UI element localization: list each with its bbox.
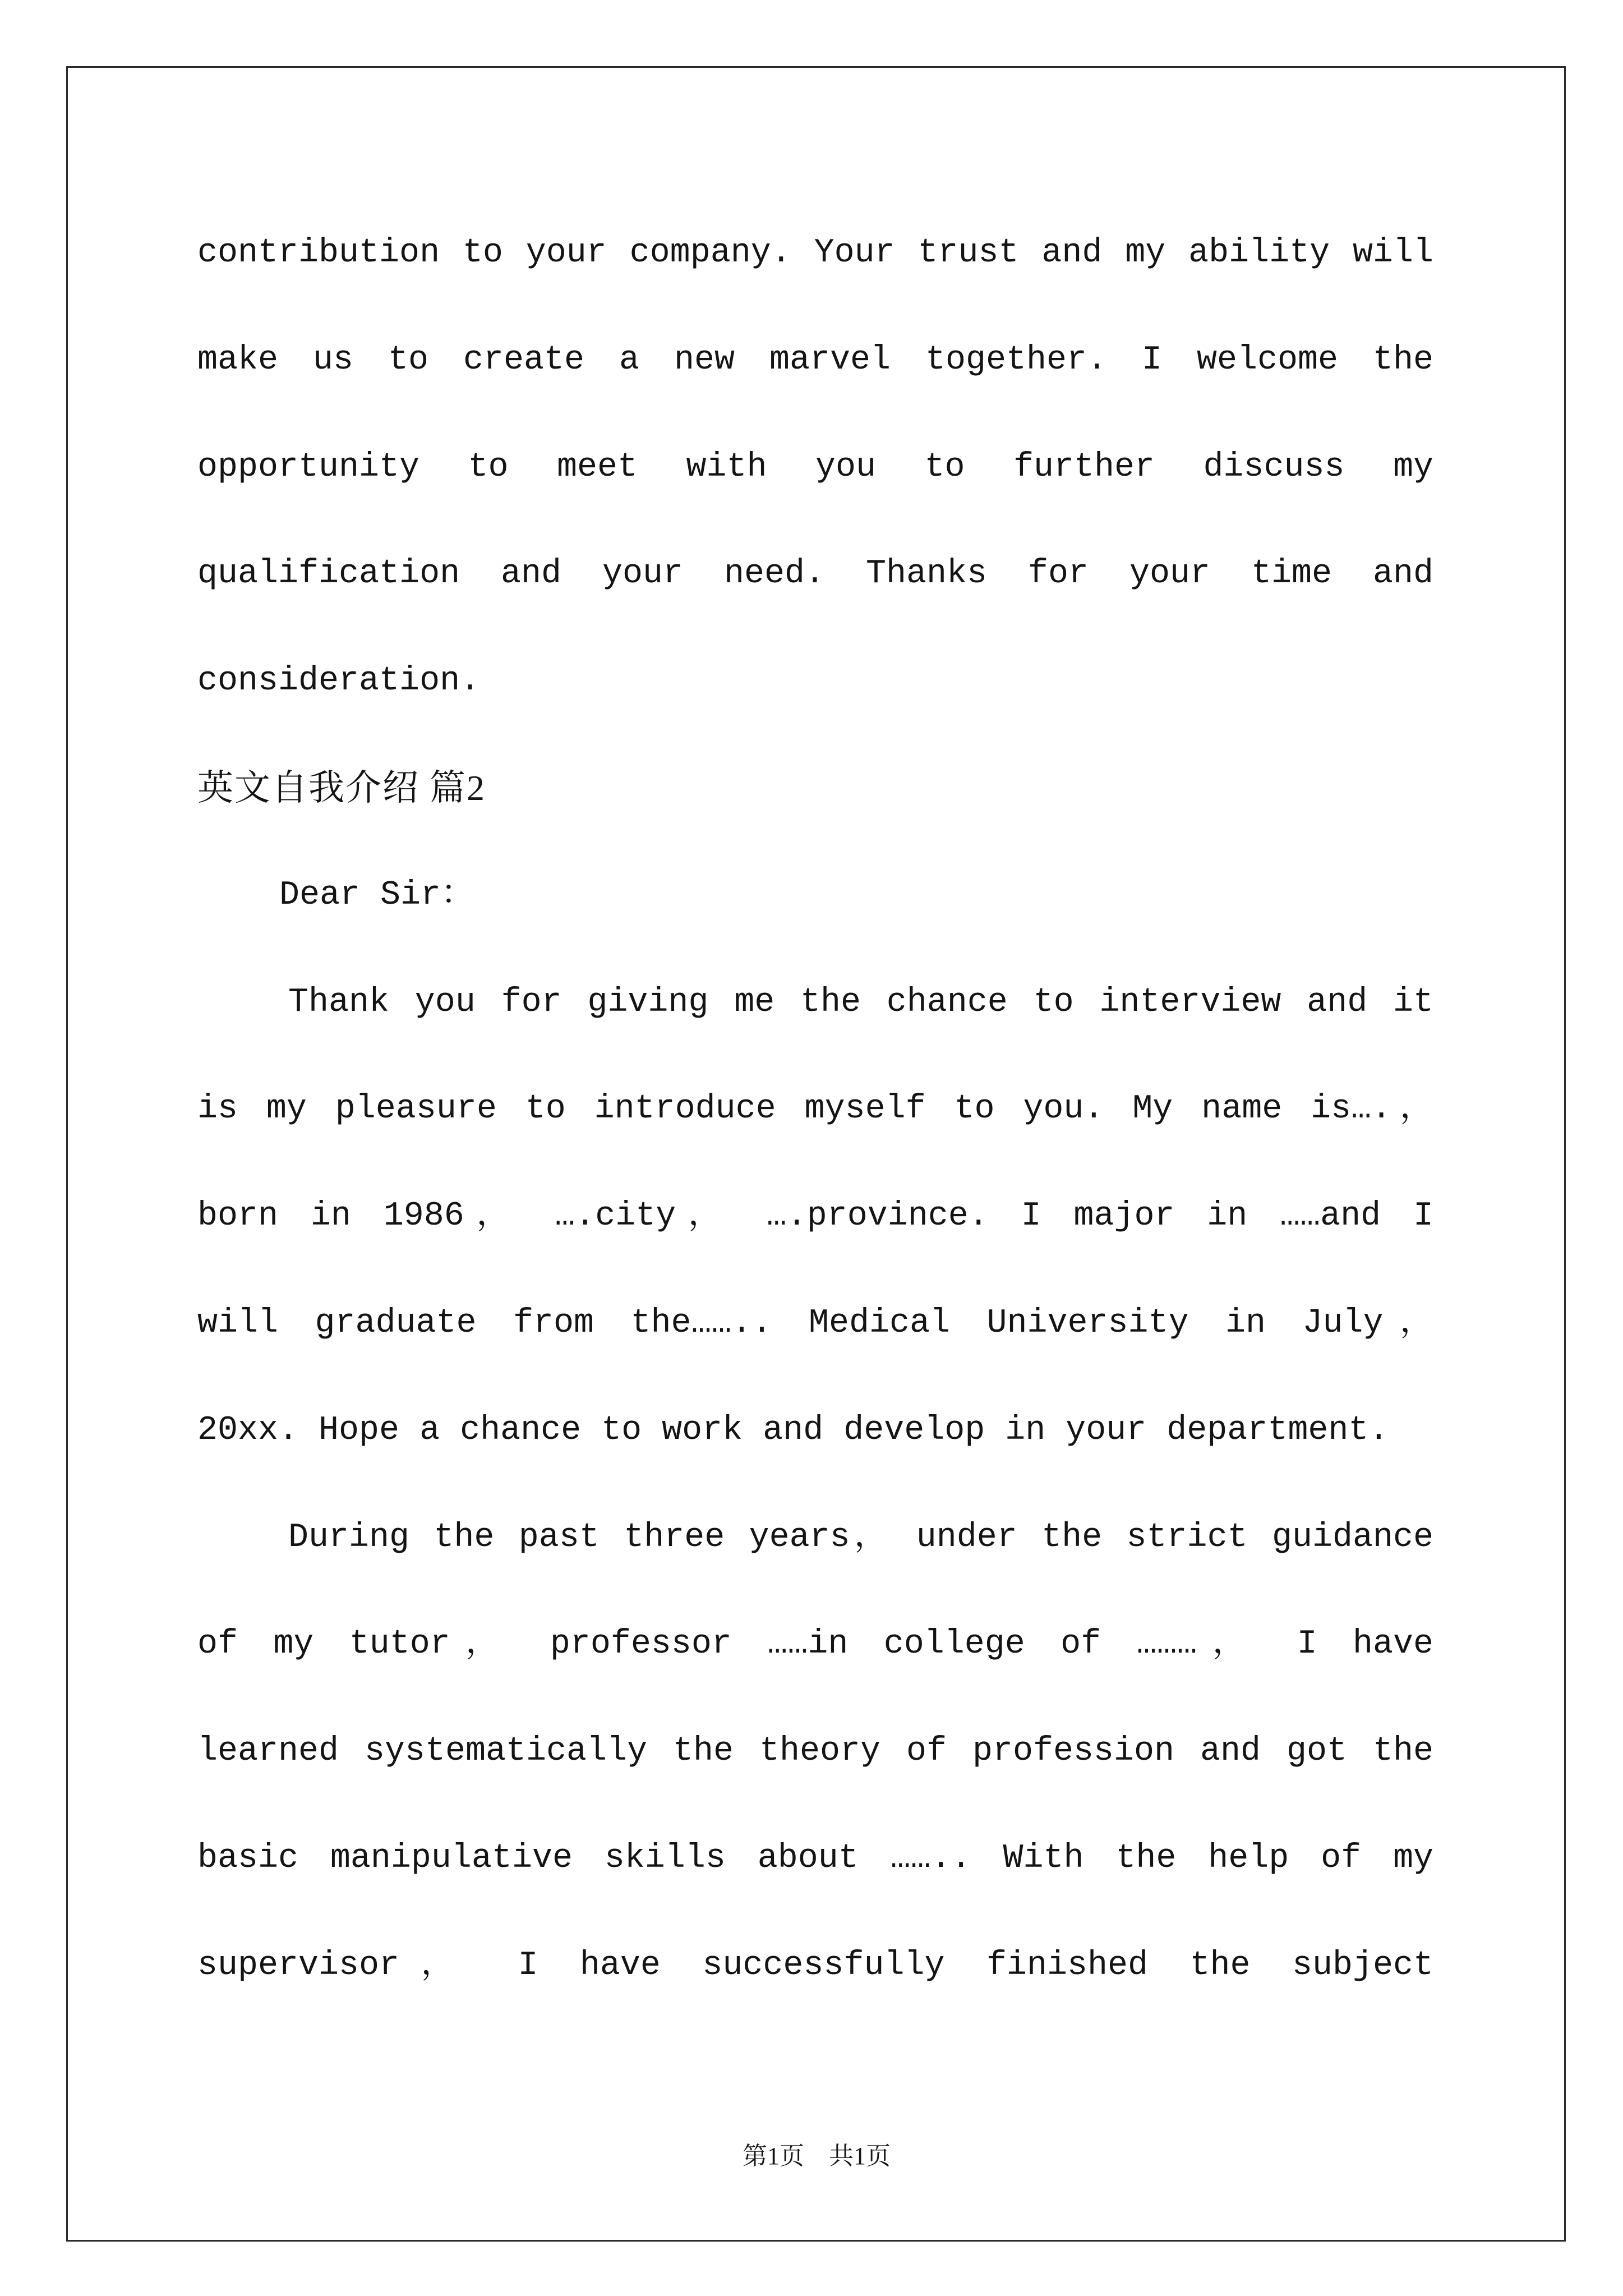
text-line: make us to create a new marvel together. I welcome the (197, 341, 1433, 379)
text-line: 20xx. Hope a chance to work and develop in your department. (197, 1411, 1389, 1450)
text-line: learned systematically the theory of profession and got the (197, 1732, 1433, 1771)
text-line: born in 1986， ….city， ….province. I major in ……and I (197, 1197, 1433, 1236)
text-line: is my pleasure to introduce myself to you. My name is….， (197, 1090, 1433, 1129)
text-line: contribution to your company. Your trust and my ability will (197, 234, 1433, 272)
page-footer: 第1页 共1页 (743, 2142, 891, 2170)
text-line: consideration. (197, 662, 481, 701)
text-line: During the past three years， under the strict guidance (288, 1518, 1433, 1557)
text-line: supervisor， I have successfully finished the subject (197, 1946, 1433, 1985)
text-line: opportunity to meet with you to further discuss my (197, 448, 1433, 486)
salutation: Dear Sir： (279, 876, 475, 914)
text-line: of my tutor， professor ……in college of ………， I have (197, 1625, 1433, 1664)
paragraph-continued (197, 200, 1433, 735)
text-line: Thank you for giving me the chance to interview and it (288, 983, 1433, 1022)
text-line: basic manipulative skills about …….. With the help of my (197, 1839, 1433, 1878)
document-body (197, 200, 1433, 2019)
text-line: qualification and your need. Thanks for your time and (197, 555, 1433, 593)
paragraph-1 (197, 949, 1433, 1484)
text-line: will graduate from the…….. Medical University in July， (197, 1304, 1433, 1342)
section-heading: 英文自我介绍 篇2 (197, 767, 486, 808)
paragraph-2 (197, 1484, 1433, 2019)
